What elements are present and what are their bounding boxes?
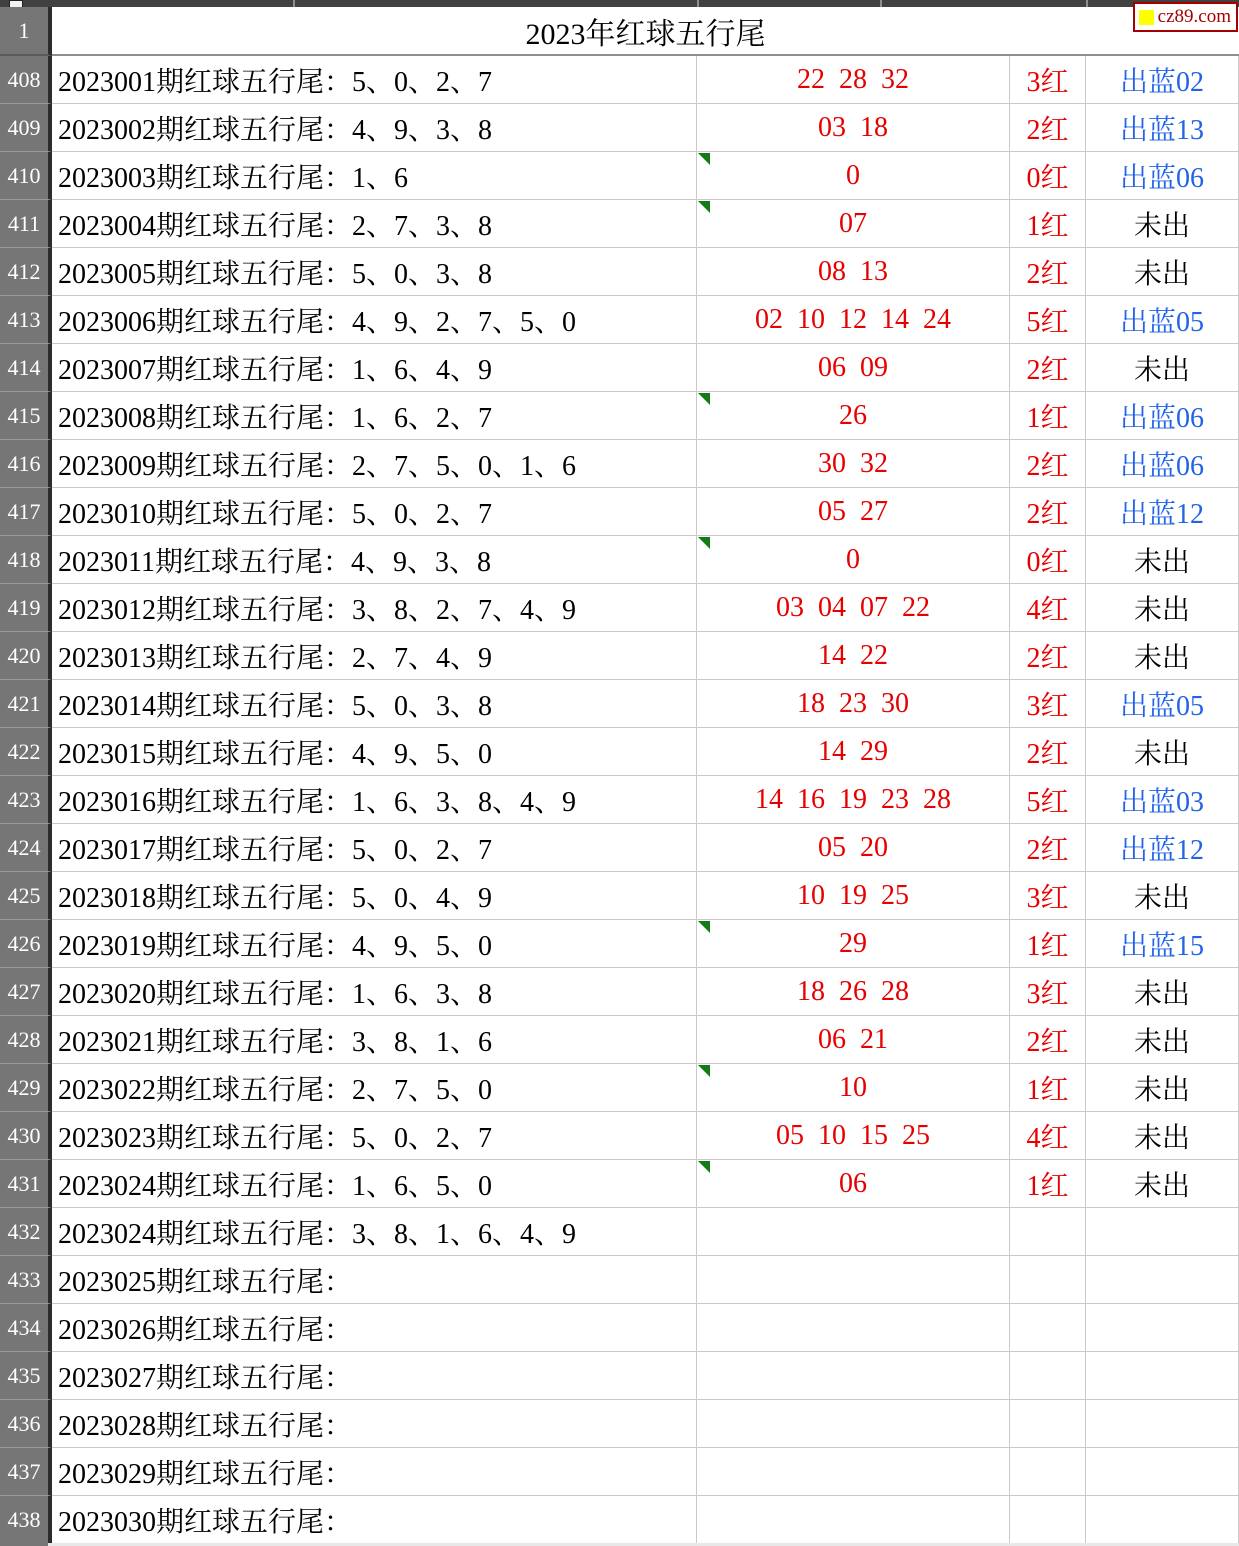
blue-result-cell[interactable]: 未出 — [1086, 872, 1239, 920]
row-number-cell[interactable]: 434 — [0, 1304, 52, 1352]
blue-result-cell[interactable] — [1086, 1208, 1239, 1256]
table-row — [0, 152, 1239, 200]
table-row — [0, 872, 1239, 920]
red-count-cell[interactable] — [1010, 1448, 1086, 1496]
red-balls-value: 18 23 30 — [797, 687, 909, 719]
blue-result-cell[interactable]: 未出 — [1086, 536, 1239, 584]
row-number-cell[interactable]: 418 — [0, 536, 52, 584]
period-label-cell[interactable]: 2023018期红球五行尾：5、0、4、9 — [52, 872, 697, 920]
previous-row-partial — [0, 0, 1239, 7]
period-label-cell[interactable]: 2023012期红球五行尾：3、8、2、7、4、9 — [52, 584, 697, 632]
table-row — [0, 440, 1239, 488]
red-balls-value: 06 21 — [818, 1023, 888, 1055]
red-count-cell[interactable]: 1红 — [1010, 1160, 1086, 1208]
red-balls-cell[interactable] — [697, 344, 1010, 392]
comment-marker-icon — [698, 1065, 710, 1077]
red-balls-cell[interactable] — [697, 632, 1010, 680]
blue-result-cell[interactable] — [1086, 1352, 1239, 1400]
period-label-cell[interactable]: 2023014期红球五行尾：5、0、3、8 — [52, 680, 697, 728]
period-label-cell[interactable]: 2023015期红球五行尾：4、9、5、0 — [52, 728, 697, 776]
red-balls-value: 05 10 15 25 — [776, 1119, 930, 1151]
period-label-cell[interactable]: 2023003期红球五行尾：1、6 — [52, 152, 697, 200]
period-label-cell[interactable]: 2023024期红球五行尾：1、6、5、0 — [52, 1160, 697, 1208]
red-balls-value: 18 26 28 — [797, 975, 909, 1007]
red-count-cell[interactable] — [1010, 1496, 1086, 1544]
blue-result-cell[interactable] — [1086, 1304, 1239, 1352]
table-row — [0, 584, 1239, 632]
red-balls-cell[interactable] — [697, 584, 1010, 632]
red-balls-cell[interactable] — [697, 296, 1010, 344]
row-number-cell[interactable]: 437 — [0, 1448, 52, 1496]
red-count-cell[interactable]: 1红 — [1010, 1064, 1086, 1112]
red-count-cell[interactable]: 1红 — [1010, 200, 1086, 248]
red-count-cell[interactable]: 4红 — [1010, 1112, 1086, 1160]
row-number-cell[interactable]: 438 — [0, 1496, 52, 1544]
watermark-text: cz89.com — [1157, 6, 1231, 27]
period-label-cell[interactable]: 2023017期红球五行尾：5、0、2、7 — [52, 824, 697, 872]
period-label-cell[interactable]: 2023025期红球五行尾： — [52, 1256, 697, 1304]
row-number-cell[interactable]: 409 — [0, 104, 52, 152]
red-count-cell[interactable]: 1红 — [1010, 392, 1086, 440]
table-row — [0, 824, 1239, 872]
row-number-cell[interactable]: 417 — [0, 488, 52, 536]
red-count-cell[interactable]: 2红 — [1010, 440, 1086, 488]
red-balls-value: 14 16 19 23 28 — [755, 783, 951, 815]
row-number-cell[interactable]: 435 — [0, 1352, 52, 1400]
blue-result-cell[interactable]: 未出 — [1086, 200, 1239, 248]
red-balls-value: 29 — [839, 927, 867, 959]
red-count-cell[interactable]: 2红 — [1010, 728, 1086, 776]
comment-marker-icon — [698, 393, 710, 405]
row-number-cell[interactable]: 431 — [0, 1160, 52, 1208]
period-label-cell[interactable]: 2023011期红球五行尾：4、9、3、8 — [52, 536, 697, 584]
row-number-cell[interactable]: 420 — [0, 632, 52, 680]
period-label-cell[interactable]: 2023009期红球五行尾：2、7、5、0、1、6 — [52, 440, 697, 488]
row-number-cell[interactable]: 410 — [0, 152, 52, 200]
red-balls-value: 02 10 12 14 24 — [755, 303, 951, 335]
red-count-cell[interactable]: 2红 — [1010, 632, 1086, 680]
blue-result-cell[interactable] — [1086, 1448, 1239, 1496]
yellow-square-icon — [1139, 10, 1154, 25]
blue-result-cell[interactable]: 出蓝12 — [1086, 488, 1239, 536]
red-balls-value: 05 27 — [818, 495, 888, 527]
title-row — [0, 7, 1239, 56]
period-label-cell[interactable]: 2023028期红球五行尾： — [52, 1400, 697, 1448]
red-balls-cell[interactable] — [697, 1448, 1010, 1496]
table-row — [0, 1448, 1239, 1496]
blue-result-cell[interactable]: 未出 — [1086, 1064, 1239, 1112]
red-balls-cell[interactable] — [697, 152, 1010, 200]
blue-result-cell[interactable]: 出蓝15 — [1086, 920, 1239, 968]
red-balls-value: 0 — [846, 159, 860, 191]
period-label-cell[interactable]: 2023019期红球五行尾：4、9、5、0 — [52, 920, 697, 968]
period-label-cell[interactable]: 2023030期红球五行尾： — [52, 1496, 697, 1544]
row-number-cell[interactable]: 428 — [0, 1016, 52, 1064]
red-balls-cell[interactable] — [697, 56, 1010, 104]
red-count-cell[interactable]: 0红 — [1010, 536, 1086, 584]
row-number-cell[interactable]: 423 — [0, 776, 52, 824]
row-number-cell[interactable]: 412 — [0, 248, 52, 296]
red-count-cell[interactable]: 2红 — [1010, 1016, 1086, 1064]
table-row — [0, 56, 1239, 104]
red-balls-cell[interactable] — [697, 1400, 1010, 1448]
row-number-cell[interactable]: 425 — [0, 872, 52, 920]
blue-result-cell[interactable] — [1086, 1400, 1239, 1448]
red-count-cell[interactable] — [1010, 1400, 1086, 1448]
red-balls-value: 03 18 — [818, 111, 888, 143]
period-label-cell[interactable]: 2023004期红球五行尾：2、7、3、8 — [52, 200, 697, 248]
blue-result-cell[interactable]: 出蓝06 — [1086, 440, 1239, 488]
table-row — [0, 1304, 1239, 1352]
red-count-cell[interactable] — [1010, 1208, 1086, 1256]
comment-marker-icon — [698, 537, 710, 549]
row-number-cell[interactable]: 1 — [0, 7, 52, 56]
table-row — [0, 776, 1239, 824]
red-balls-cell[interactable] — [697, 392, 1010, 440]
red-balls-cell[interactable] — [697, 1256, 1010, 1304]
table-row — [0, 632, 1239, 680]
red-balls-cell[interactable] — [697, 1064, 1010, 1112]
blue-result-cell[interactable]: 未出 — [1086, 632, 1239, 680]
red-balls-cell[interactable] — [697, 488, 1010, 536]
row-number-cell[interactable]: 419 — [0, 584, 52, 632]
red-balls-cell[interactable] — [697, 200, 1010, 248]
period-label-cell[interactable]: 2023029期红球五行尾： — [52, 1448, 697, 1496]
red-count-cell[interactable]: 2红 — [1010, 344, 1086, 392]
sheet-title-cell[interactable]: 2023年红球五行尾 — [52, 7, 1239, 56]
period-label-cell[interactable]: 2023021期红球五行尾：3、8、1、6 — [52, 1016, 697, 1064]
red-balls-value: 26 — [839, 399, 867, 431]
row-number-cell[interactable]: 429 — [0, 1064, 52, 1112]
comment-marker-icon — [698, 153, 710, 165]
row-number-cell[interactable]: 432 — [0, 1208, 52, 1256]
blue-result-cell[interactable]: 未出 — [1086, 728, 1239, 776]
period-label-cell[interactable]: 2023023期红球五行尾：5、0、2、7 — [52, 1112, 697, 1160]
row-number-cell[interactable]: 436 — [0, 1400, 52, 1448]
period-label-cell[interactable]: 2023024期红球五行尾：3、8、1、6、4、9 — [52, 1208, 697, 1256]
period-label-cell[interactable]: 2023013期红球五行尾：2、7、4、9 — [52, 632, 697, 680]
period-label-cell[interactable]: 2023002期红球五行尾：4、9、3、8 — [52, 104, 697, 152]
red-count-cell[interactable]: 2红 — [1010, 104, 1086, 152]
red-balls-value: 06 09 — [818, 351, 888, 383]
red-count-cell[interactable] — [1010, 1256, 1086, 1304]
table-row — [0, 344, 1239, 392]
red-balls-cell[interactable] — [697, 1112, 1010, 1160]
red-count-cell[interactable]: 2红 — [1010, 488, 1086, 536]
blue-result-cell[interactable]: 出蓝05 — [1086, 296, 1239, 344]
red-balls-value: 06 — [839, 1167, 867, 1199]
table-row — [0, 296, 1239, 344]
red-balls-value: 30 32 — [818, 447, 888, 479]
table-row — [0, 104, 1239, 152]
table-row — [0, 248, 1239, 296]
lottery-table — [0, 7, 1239, 1544]
blue-result-cell[interactable]: 未出 — [1086, 248, 1239, 296]
period-label-cell[interactable]: 2023022期红球五行尾：2、7、5、0 — [52, 1064, 697, 1112]
red-count-cell[interactable]: 0红 — [1010, 152, 1086, 200]
column-divider-mark — [1086, 0, 1088, 7]
row-number-cell[interactable]: 426 — [0, 920, 52, 968]
row-number-cell[interactable]: 413 — [0, 296, 52, 344]
red-balls-value: 14 29 — [818, 735, 888, 767]
data-rows-container — [0, 56, 1239, 1544]
blue-result-cell[interactable]: 未出 — [1086, 968, 1239, 1016]
blue-result-cell[interactable]: 未出 — [1086, 1160, 1239, 1208]
red-balls-cell[interactable] — [697, 776, 1010, 824]
red-count-cell[interactable]: 5红 — [1010, 776, 1086, 824]
table-row — [0, 392, 1239, 440]
blue-result-cell[interactable]: 出蓝03 — [1086, 776, 1239, 824]
red-balls-cell[interactable] — [697, 1352, 1010, 1400]
table-row — [0, 1208, 1239, 1256]
red-balls-cell[interactable] — [697, 968, 1010, 1016]
red-balls-value: 05 20 — [818, 831, 888, 863]
red-balls-cell[interactable] — [697, 1160, 1010, 1208]
red-balls-cell[interactable] — [697, 872, 1010, 920]
red-balls-cell[interactable] — [697, 440, 1010, 488]
red-balls-cell[interactable] — [697, 1496, 1010, 1544]
column-divider-mark — [697, 0, 699, 7]
red-count-cell[interactable] — [1010, 1352, 1086, 1400]
red-balls-cell[interactable] — [697, 248, 1010, 296]
blue-result-cell[interactable] — [1086, 1256, 1239, 1304]
period-label-cell[interactable]: 2023026期红球五行尾： — [52, 1304, 697, 1352]
red-balls-value: 10 — [839, 1071, 867, 1103]
blue-result-cell[interactable] — [1086, 1496, 1239, 1544]
blue-result-cell[interactable]: 出蓝02 — [1086, 56, 1239, 104]
red-balls-value: 03 04 07 22 — [776, 591, 930, 623]
row-number-cell[interactable]: 421 — [0, 680, 52, 728]
red-count-cell[interactable]: 1红 — [1010, 920, 1086, 968]
blue-result-cell[interactable]: 未出 — [1086, 344, 1239, 392]
period-label-cell[interactable]: 2023016期红球五行尾：1、6、3、8、4、9 — [52, 776, 697, 824]
table-row — [0, 488, 1239, 536]
row-number-cell[interactable]: 411 — [0, 200, 52, 248]
table-row — [0, 680, 1239, 728]
blue-result-cell[interactable]: 未出 — [1086, 1016, 1239, 1064]
red-count-cell[interactable]: 2红 — [1010, 824, 1086, 872]
table-row — [0, 1160, 1239, 1208]
table-row — [0, 1016, 1239, 1064]
red-count-cell[interactable]: 4红 — [1010, 584, 1086, 632]
red-balls-value: 0 — [846, 543, 860, 575]
table-row — [0, 1400, 1239, 1448]
table-row — [0, 1064, 1239, 1112]
red-balls-cell[interactable] — [697, 536, 1010, 584]
red-balls-cell[interactable] — [697, 680, 1010, 728]
comment-marker-icon — [698, 201, 710, 213]
red-balls-cell[interactable] — [697, 728, 1010, 776]
red-balls-cell[interactable] — [697, 1304, 1010, 1352]
blue-result-cell[interactable]: 未出 — [1086, 1112, 1239, 1160]
row-number-cell[interactable]: 424 — [0, 824, 52, 872]
red-count-cell[interactable]: 5红 — [1010, 296, 1086, 344]
period-label-cell[interactable]: 2023020期红球五行尾：1、6、3、8 — [52, 968, 697, 1016]
row-number-cell[interactable]: 415 — [0, 392, 52, 440]
column-divider-mark — [293, 0, 295, 7]
table-row — [0, 1256, 1239, 1304]
period-label-cell[interactable]: 2023006期红球五行尾：4、9、2、7、5、0 — [52, 296, 697, 344]
blue-result-cell[interactable]: 出蓝13 — [1086, 104, 1239, 152]
red-balls-cell[interactable] — [697, 104, 1010, 152]
row-number-cell[interactable]: 414 — [0, 344, 52, 392]
row-number-cell[interactable]: 427 — [0, 968, 52, 1016]
row-number-cell[interactable]: 433 — [0, 1256, 52, 1304]
red-count-cell[interactable]: 2红 — [1010, 248, 1086, 296]
table-row — [0, 728, 1239, 776]
column-divider-mark — [880, 0, 882, 7]
red-balls-value: 07 — [839, 207, 867, 239]
red-count-cell[interactable] — [1010, 1304, 1086, 1352]
row-number-cell[interactable]: 408 — [0, 56, 52, 104]
period-label-cell[interactable]: 2023001期红球五行尾：5、0、2、7 — [52, 56, 697, 104]
red-balls-value: 14 22 — [818, 639, 888, 671]
red-count-cell[interactable]: 3红 — [1010, 968, 1086, 1016]
red-count-cell[interactable]: 3红 — [1010, 56, 1086, 104]
blue-result-cell[interactable]: 出蓝05 — [1086, 680, 1239, 728]
comment-marker-icon — [698, 921, 710, 933]
blue-result-cell[interactable]: 出蓝06 — [1086, 392, 1239, 440]
period-label-cell[interactable]: 2023008期红球五行尾：1、6、2、7 — [52, 392, 697, 440]
red-count-cell[interactable]: 3红 — [1010, 680, 1086, 728]
row-number-cell[interactable]: 416 — [0, 440, 52, 488]
period-label-cell[interactable]: 2023010期红球五行尾：5、0、2、7 — [52, 488, 697, 536]
period-label-cell[interactable]: 2023007期红球五行尾：1、6、4、9 — [52, 344, 697, 392]
period-label-cell[interactable]: 2023005期红球五行尾：5、0、3、8 — [52, 248, 697, 296]
table-row — [0, 968, 1239, 1016]
comment-marker-icon — [698, 1161, 710, 1173]
red-balls-value: 08 13 — [818, 255, 888, 287]
red-count-cell[interactable]: 3红 — [1010, 872, 1086, 920]
watermark-badge[interactable] — [1133, 2, 1238, 32]
table-row — [0, 536, 1239, 584]
red-balls-cell[interactable] — [697, 1208, 1010, 1256]
table-row — [0, 200, 1239, 248]
red-balls-cell[interactable] — [697, 1016, 1010, 1064]
table-row — [0, 1352, 1239, 1400]
red-balls-value: 22 28 32 — [797, 63, 909, 95]
red-balls-value: 10 19 25 — [797, 879, 909, 911]
blue-result-cell[interactable]: 出蓝06 — [1086, 152, 1239, 200]
period-label-cell[interactable]: 2023027期红球五行尾： — [52, 1352, 697, 1400]
red-balls-cell[interactable] — [697, 824, 1010, 872]
table-row — [0, 920, 1239, 968]
row-number-cell[interactable]: 422 — [0, 728, 52, 776]
table-row — [0, 1112, 1239, 1160]
blue-result-cell[interactable]: 出蓝12 — [1086, 824, 1239, 872]
table-row — [0, 1496, 1239, 1544]
row-number-cell[interactable]: 430 — [0, 1112, 52, 1160]
blue-result-cell[interactable]: 未出 — [1086, 584, 1239, 632]
red-balls-cell[interactable] — [697, 920, 1010, 968]
